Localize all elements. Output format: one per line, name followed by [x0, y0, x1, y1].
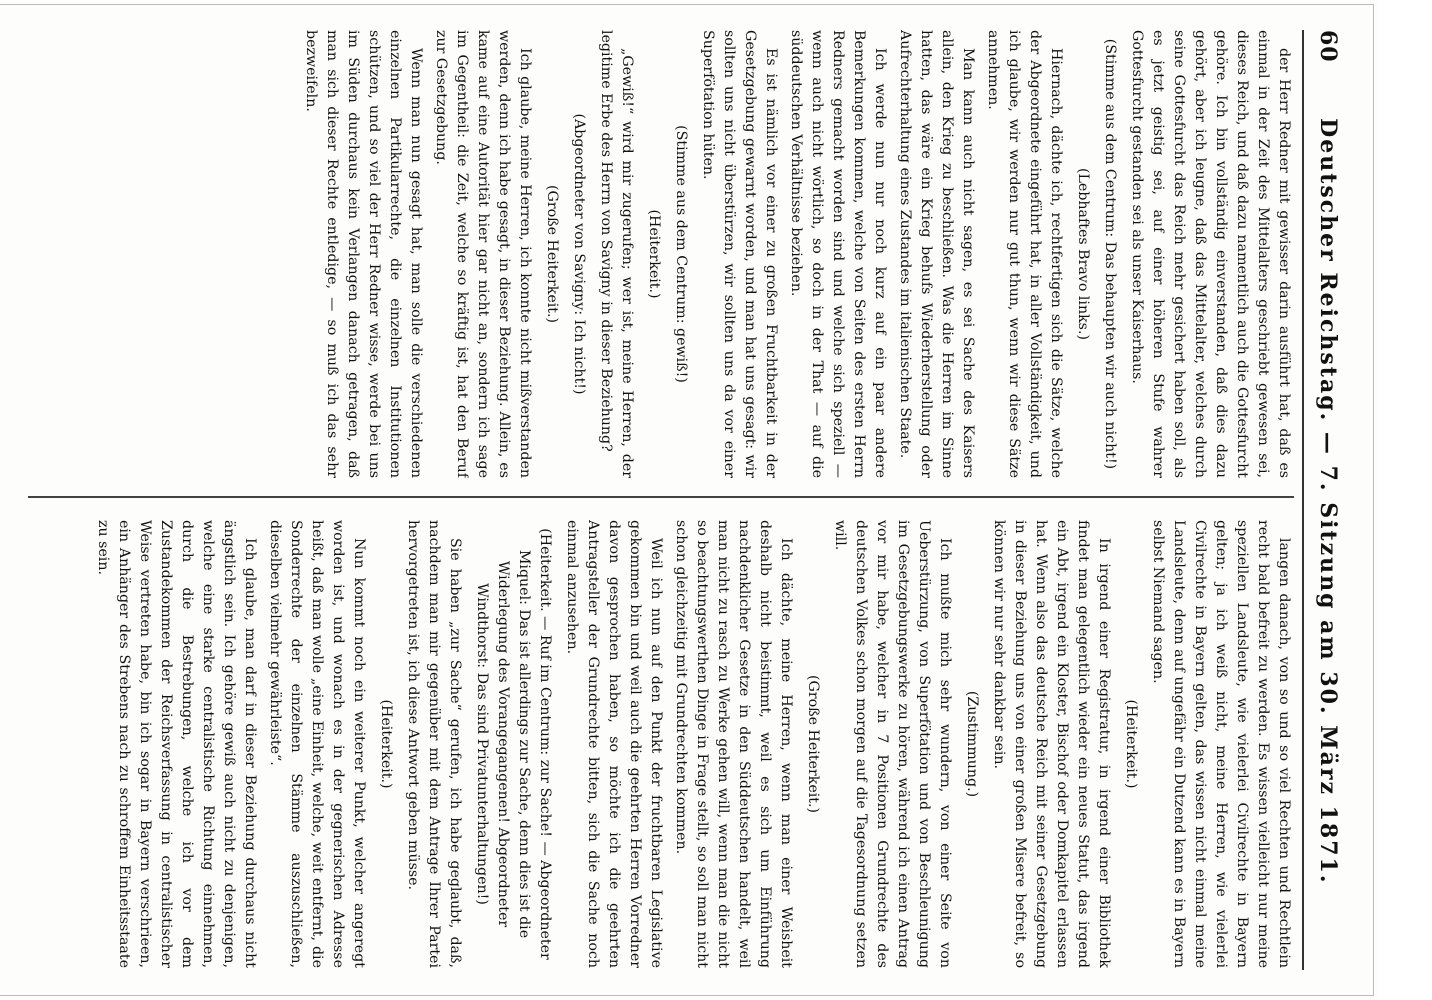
paragraph: Nun kommt noch ein weiterer Punkt, welcher angeregt worden ist, und wonach es in der gegnerischen Adresse heißt, daß man wolle „eine Einheit, welche, weit entfernt, die Sonderrechte der einzelnen Stämme auszuschließen, dieselben vielmehr gewährleiste“.: [267, 520, 367, 968]
paragraph: Ich glaube, meine Herren, ich konnte nicht mißverstanden werden, denn ich habe gesagt, in dieser Beziehung. Allein, es kame auf eine Autorität hier gar nicht an, sondern ich sage im Gegentheil: die Zeit, welche so kräftig ist, hat den Beruf zur Gesetzgebung.: [433, 30, 533, 478]
paragraph: Wenn man nun gesagt hat, man solle die verschiedenen einzelnen Partikularrechte, die einzelnen Institutionen schützen, und so viel der Herr Redner wisse, werde bei uns im Süden durchaus kein Verlangen danach getragen, daß man sich dieser Rechte entledige, — so muß ich das sehr bezweifeln.: [303, 30, 424, 478]
page-title: Deutscher Reichstag. — 7. Sitzung am 30. März 1871.: [1315, 118, 1341, 885]
paragraph: Hiernach, dächte ich, rechtfertigen sich die Sätze, welche der Abgeordnete eingeführt hat, in aller Vollständigkeit, und ich glaube, wir werden nur gut thun, wenn wir diese Sätze annehmen.: [985, 30, 1064, 478]
paragraph: Ich mußte mich sehr wundern, von einer Seite von Ueberstürzung, von Superfötation und von Beschleunigung im Gesetzgebungswerke zu hören, während ich einen Antrag vor mir habe, welcher in 7 Positionen Grundrechte des deutschen Volkes schon morgen auf die Tagesordnung setzen will.: [832, 520, 953, 968]
paragraph: Ich glaube, man darf in dieser Beziehung durchaus nicht ängstlich sein. Ich gehöre gewiß auch nicht zu denjenigen, welche eine starke centralistische Richtung einnehmen, durch die Bestrebungen, welche ich vor dem Zustandekommen der Reichsverfassung in centralistischer Weise vertreten habe, bin ich sogar in Bayern verschrieen, ein Anhänger des Strebens nach zu schroffem Einheitsstaate zu sein.: [95, 520, 258, 968]
interjection: (Große Heiterkeit.): [544, 184, 560, 324]
paragraph: Ich dächte, meine Herren, wenn man einer Weisheit deshalb nicht beistimmt, weil es sich um Einführung nachdenklicher Gesetze in den Süddeutschen handelt, weil man nicht zu rasch zu Werke gehen will, wenn man die nicht so beachtungswerthen Dinge in Frage stellt, so soll man nicht schon gleichzeitig mit Grundrechten kommen.: [673, 520, 794, 968]
header-rule: [1302, 30, 1304, 970]
paragraph: Sie haben „zur Sache“ gerufen, ich habe geglaubt, daß, nachdem man mir gegenüber mit dem Antrage Ihrer Partei hervorgetreten ist, ich diese Antwort geben müsse.: [405, 520, 463, 968]
page-header: [1308, 30, 1348, 970]
interjection: (Stimme aus dem Centrum: gewiß!): [673, 125, 689, 383]
right-column: [28, 520, 1294, 968]
interjection: (Lebhaftes Bravo links.): [1075, 167, 1091, 341]
column-divider: [28, 496, 1294, 498]
interjection: (Stimme aus dem Centrum: Das behaupten wir auch nicht!): [1102, 38, 1118, 470]
interjection: (Zustimmung.): [964, 690, 980, 798]
paragraph: Es ist nämlich vor einer zu großen Fruchtbarkeit in der Gesetzgebung gewarnt worden, und man hat uns gesagt: wir sollten uns nicht überstürzen, wir sollten uns da vor einer Superfötation hüten.: [700, 30, 779, 478]
paragraph: Man kann auch nicht sagen, es sei Sache des Kaisers allein, den Krieg zu beschließen. Was die Herren im Sinne hatten, das wäre ein Krieg behufs Wiederherstellung oder Aufrechterhaltung eines Zustandes im italienischen Staate.: [897, 30, 976, 478]
interjection: (Große Heiterkeit.): [805, 674, 821, 814]
paragraph: In irgend einer Registratur, in irgend einer Bibliothek findet man gelegentlich wieder ein neues Statut, das irgend ein Abt, irgend ein Kloster, Bischof oder Domkapitel erlassen hat. Wenn also das deutsche Reich mit seiner Gesetzgebung in dieser Beziehung uns von einer großen Misere befreit, so können wir nur sehr dankbar sein.: [991, 520, 1112, 968]
paragraph: Ich werde nun nur noch kurz auf ein paar andere Bemerkungen kommen, welche von Seiten des ersten Herrn Redners gemacht worden sind und welche sich speziell — wenn auch nicht wörtlich, so doch in der That — auf die süddeutschen Verhältnisse beziehen.: [788, 30, 888, 478]
interjection: (Abgeordneter von Savigny: Ich nicht!): [571, 113, 587, 395]
page-number: 60: [1315, 30, 1341, 63]
interjection: (Heiterkeit.): [378, 699, 394, 789]
interjection: (Heiterkeit.): [646, 209, 662, 299]
paragraph: „Gewiß!“ wird mir zugerufen; wer ist, meine Herren, der legitime Erbe des Herrn von Savigny in dieser Beziehung?: [598, 30, 635, 478]
left-column: [28, 30, 1294, 478]
paragraph: langen danach, von so und so viel Rechten und Rechtlein recht bald befreit zu werden. Es wissen vielleicht nur meine speziellen Landsleute, wie vielerlei Civilrechte in Bayern gelten; ja ich weiß nicht, meine Herren, wie vielerlei Civilrechte in Bayern gelten, das wissen nicht einmal meine Landsleute, denn auf ungefähr ein Dutzend kann es in Bayern selbst Niemand sagen.: [1150, 520, 1292, 968]
paragraph: der Herr Redner mit gewisser darin ausführt hat, daß es einmal in der Zeit des Mittelalters geschriebt gewesen sei, dieses Reich, und daß dazu namentlich auch die Gottesfurcht gehöre. Ich bin vollständig einverstanden, daß dies dazu gehört, aber ich leugne, daß das Mittelalter, welches durch seine Gottesfurcht das Reich mehr gesichert haben soll, als es jetzt geistig sei, auf einer höheren Stufe wahrer Gottesfurcht gestanden sei als unser Kaiserhaus.: [1129, 30, 1292, 478]
paragraph: Weil ich nun auf den Punkt der fruchtbaren Legislative gekommen bin und weil auch die geehrten Herren Vorredner davon gesprochen haben, so möchte ich die geehrten Antragsteller der Grundrechte bitten, sich die Sache noch einmal anzusehen.: [564, 520, 664, 968]
interjection: (Heiterkeit. — Ruf im Centrum: zur Sache! — Abgeordneter Miquel: Das ist allerdings zur Sache, denn dies ist die Widerlegung des Vorangegangenen! Abgeordneter Windthorst: Das sind Privatunterhaltungen!): [474, 528, 553, 960]
interjection: (Heiterkeit.): [1123, 699, 1139, 789]
